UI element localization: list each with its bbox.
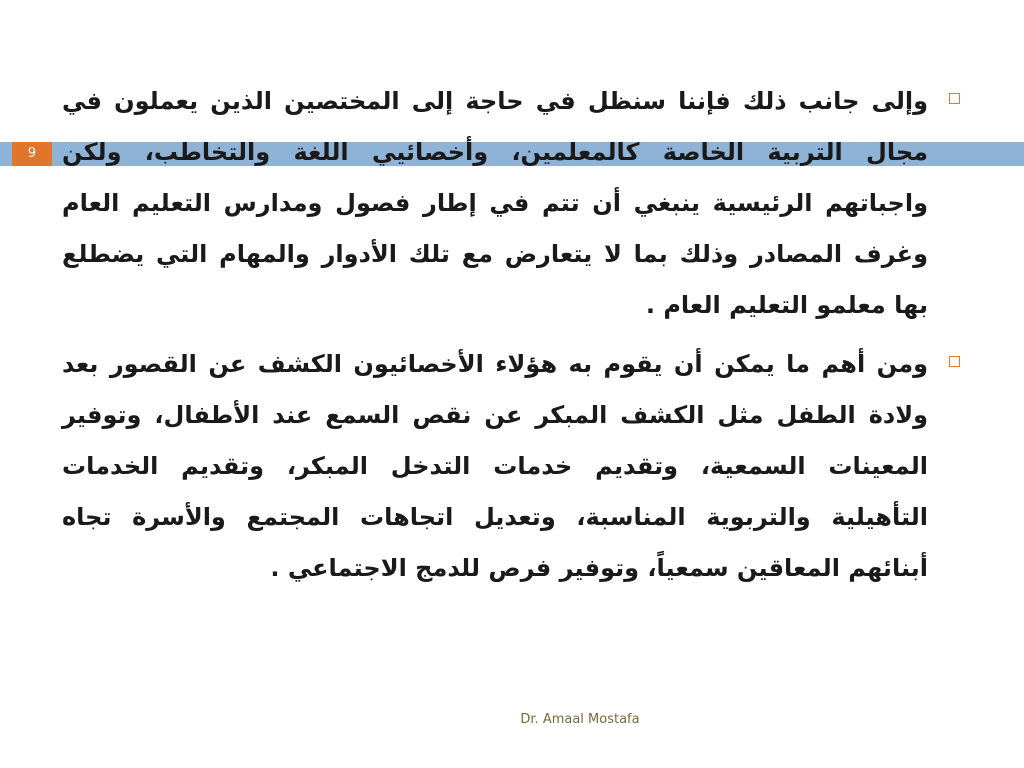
slide-content [62,76,962,602]
bullet-text: وإلى جانب ذلك فإننا سنظل في حاجة إلى المختصين الذين يعملون في مجال التربية الخاصة كالمعلمين، وأخصائيي اللغة والتخاطب، ولكن واجباتهم الرئيسية ينبغي أن تتم في إطار فصول ومدارس التعليم العام وغرف المصادر وذلك بما لا يتعارض مع تلك الأدوار والمهام التي يضطلع بها معلمو التعليم العام . [62,87,928,319]
bullet-item [62,339,962,594]
footer-author: Dr. Amaal Mostafa [520,712,640,727]
square-bullet-icon [949,93,960,104]
bullet-item [62,76,962,331]
bullet-text: ومن أهم ما يمكن أن يقوم به هؤلاء الأخصائيون الكشف عن القصور بعد ولادة الطفل مثل الكشف المبكر عن نقص السمع عند الأطفال، وتوفير المعينات السمعية، وتقديم خدمات التدخل المبكر، وتقديم الخدمات التأهيلية والتربوية المناسبة، وتعديل اتجاهات المجتمع والأسرة تجاه أبنائهم المعاقين سمعياً، وتوفير فرص للدمج الاجتماعي . [62,350,928,582]
page-number-badge: 9 [12,142,52,166]
square-bullet-icon [949,356,960,367]
